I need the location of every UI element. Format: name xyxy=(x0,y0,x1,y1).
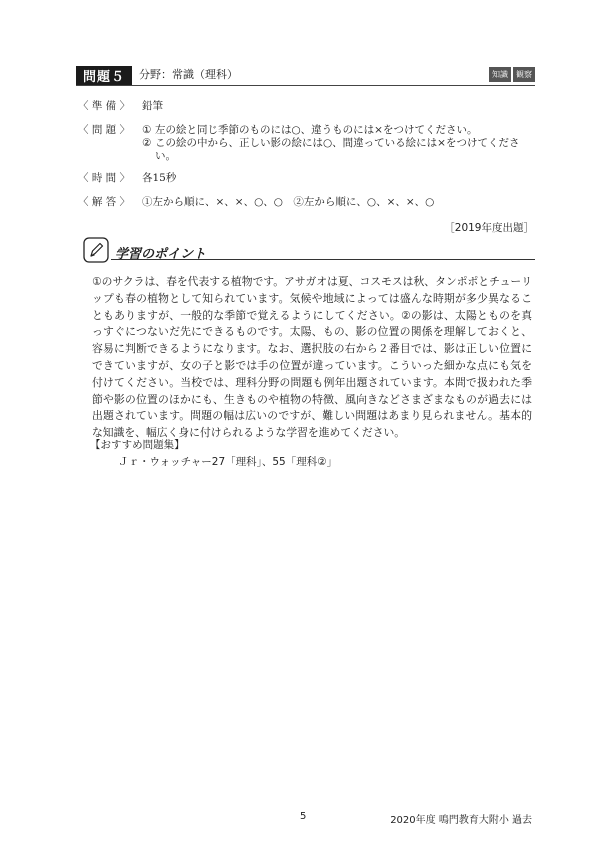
footer-title: 2020年度 鳴門教育大附小 過去 xyxy=(390,815,532,826)
heading-underline xyxy=(111,259,535,260)
question-number-badge: 問題５ xyxy=(76,66,132,85)
recommend-item: Ｊｒ・ウォッチャー27「理科」、55「理科②」 xyxy=(118,456,338,468)
question-header xyxy=(76,64,535,86)
question-field: 分野：常識（理科） xyxy=(139,68,238,81)
prep-value: 鉛筆 xyxy=(142,100,163,112)
skill-tags xyxy=(489,67,535,82)
time-value: 各15秒 xyxy=(142,172,177,184)
question-item-1: ① 左の絵と同じ季節のものには○、違うものには×をつけてください。 xyxy=(142,124,478,136)
learning-point-title: 学習のポイント xyxy=(115,247,207,262)
answer-value: ①左から順に、×、×、○、○ ②左から順に、○、×、×、○ xyxy=(142,196,435,208)
question-items xyxy=(142,124,537,163)
answer-label: 〈 解 答 〉 xyxy=(78,196,131,208)
time-label: 〈 時 間 〉 xyxy=(78,172,131,184)
page-number: 5 xyxy=(300,811,307,822)
prep-label: 〈 準 備 〉 xyxy=(78,100,131,112)
tag-knowledge: 知識 xyxy=(489,67,511,82)
recommend-heading: 【おすすめ問題集】 xyxy=(90,439,185,451)
tag-observation: 観察 xyxy=(513,67,535,82)
question-label: 〈 問 題 〉 xyxy=(78,124,131,136)
header-rule xyxy=(76,85,535,86)
learning-point-heading xyxy=(83,237,535,263)
explanation-paragraph: ①のサクラは、春を代表する植物です。アサガオは夏、コスモスは秋、タンポポとチューリップも春の植物として知られています。気候や地域によっては盛んな時期が多少異なることもありますが、一般的な季節で覚えるようにしてください。②の影は、太陽とものを真っすぐにつないだ先にできるものです。太陽、もの、影の位置の関係を理解しておくと、容易に判断できるようになります。なお、選択肢の右から２番目では、影は正しい位置にできていますが、女の子と影では手の位置が違っています。こういった細かな点にも気を付けてください。当校では、理科分野の問題も例年出題されています。本問で扱われた季節や影の位置のほかにも、生きものや植物の特徴、風向きなどさまざまなものが過去には出題されています。問題の幅は広いのですが、難しい問題はあまり見られません。基本的な知識を、幅広く身に付けられるような学習を進めてください。 xyxy=(92,275,532,440)
question-item-2: ② この絵の中から、正しい影の絵には○、間違っている絵には×をつけてください。 xyxy=(142,137,520,162)
pencil-icon xyxy=(83,237,109,263)
year-tag: ［2019年度出題］ xyxy=(444,222,534,234)
